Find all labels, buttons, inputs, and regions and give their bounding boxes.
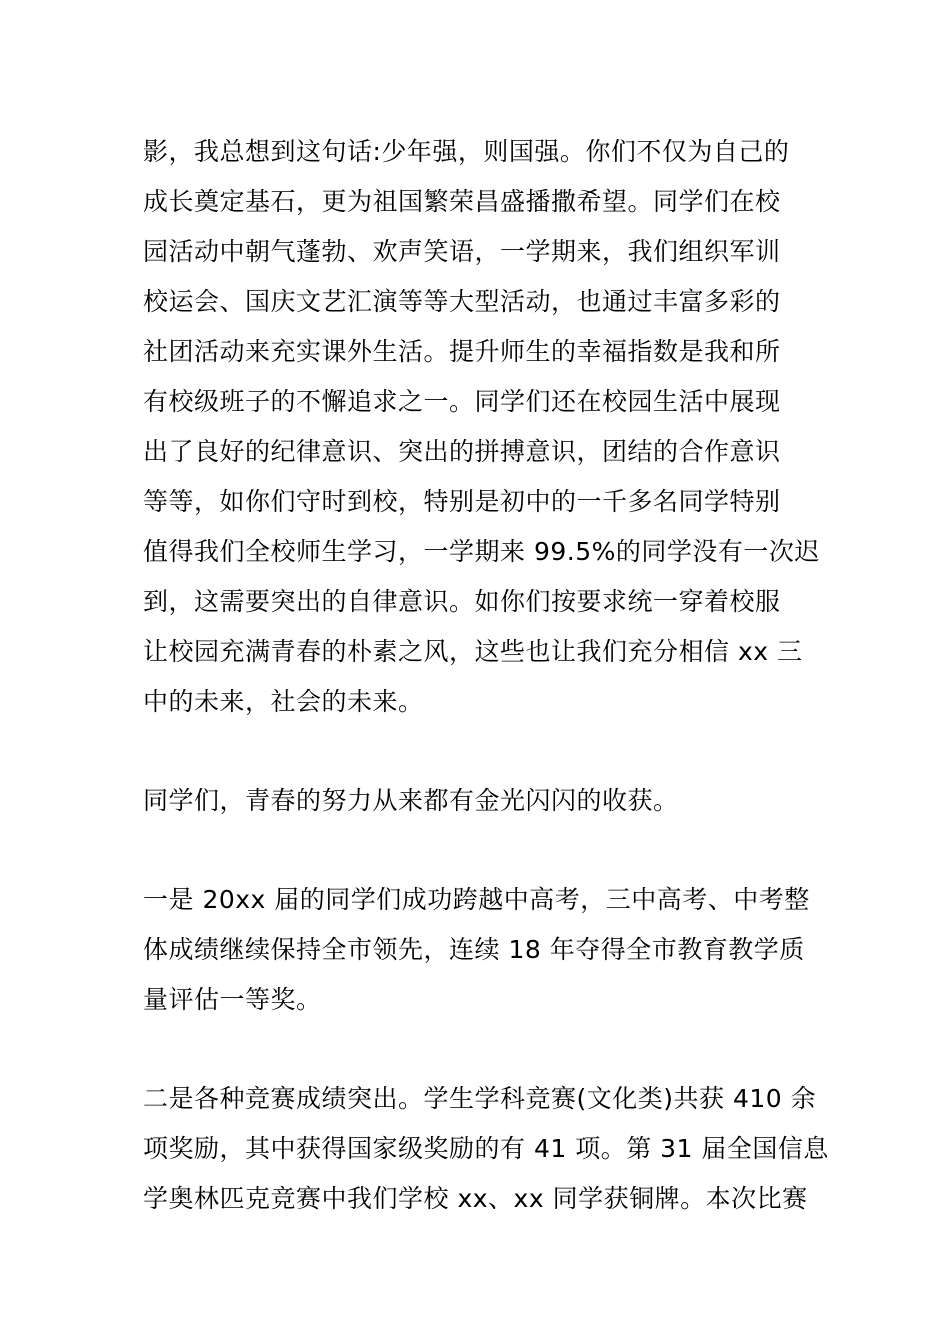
- text-line: 到，这需要突出的自律意识。如你们按要求统一穿着校服: [143, 587, 781, 616]
- text-line: 园活动中朝气蓬勃、欢声笑语，一学期来，我们组织军训: [143, 237, 781, 266]
- text-line: 二是各种竞赛成绩突出。学生学科竞赛(文化类)共获 410 余: [143, 1084, 817, 1113]
- paragraph-1: [143, 127, 820, 727]
- text-line: 社团活动来充实课外生活。提升师生的幸福指数是我和所: [143, 337, 781, 366]
- text-line: 值得我们全校师生学习，一学期来 99.5%的同学没有一次迟: [143, 537, 820, 566]
- text-line: 学奥林匹克竞赛中我们学校 xx、xx 同学获铜牌。本次比赛: [143, 1184, 808, 1213]
- text-line: 让校园充满青春的朴素之风，这些也让我们充分相信 xx 三: [143, 637, 803, 666]
- paragraph-4: [143, 1074, 829, 1224]
- text-line: 中的未来，社会的未来。: [143, 687, 424, 716]
- text-line: 校运会、国庆文艺汇演等等大型活动，也通过丰富多彩的: [143, 287, 781, 316]
- text-line: 量评估一等奖。: [143, 985, 322, 1014]
- paragraph-2: [143, 776, 813, 826]
- text-line: 成长奠定基石，更为祖国繁荣昌盛播撒希望。同学们在校: [143, 187, 781, 216]
- text-line: 出了良好的纪律意识、突出的拼搏意识，团结的合作意识: [143, 437, 781, 466]
- text-line: 有校级班子的不懈追求之一。同学们还在校园生活中展现: [143, 387, 781, 416]
- text-line: 一是 20xx 届的同学们成功跨越中高考，三中高考、中考整: [143, 885, 810, 914]
- text-line: 体成绩继续保持全市领先，连续 18 年夺得全市教育教学质: [143, 935, 805, 964]
- text-line: 影，我总想到这句话:少年强，则国强。你们不仅为自己的: [143, 137, 790, 166]
- text-line: 同学们，青春的努力从来都有金光闪闪的收获。: [143, 786, 679, 815]
- text-line: 项奖励，其中获得国家级奖励的有 41 项。第 31 届全国信息: [143, 1134, 829, 1163]
- text-line: 等等，如你们守时到校，特别是初中的一千多名同学特别: [143, 487, 781, 516]
- paragraph-3: [143, 875, 813, 1025]
